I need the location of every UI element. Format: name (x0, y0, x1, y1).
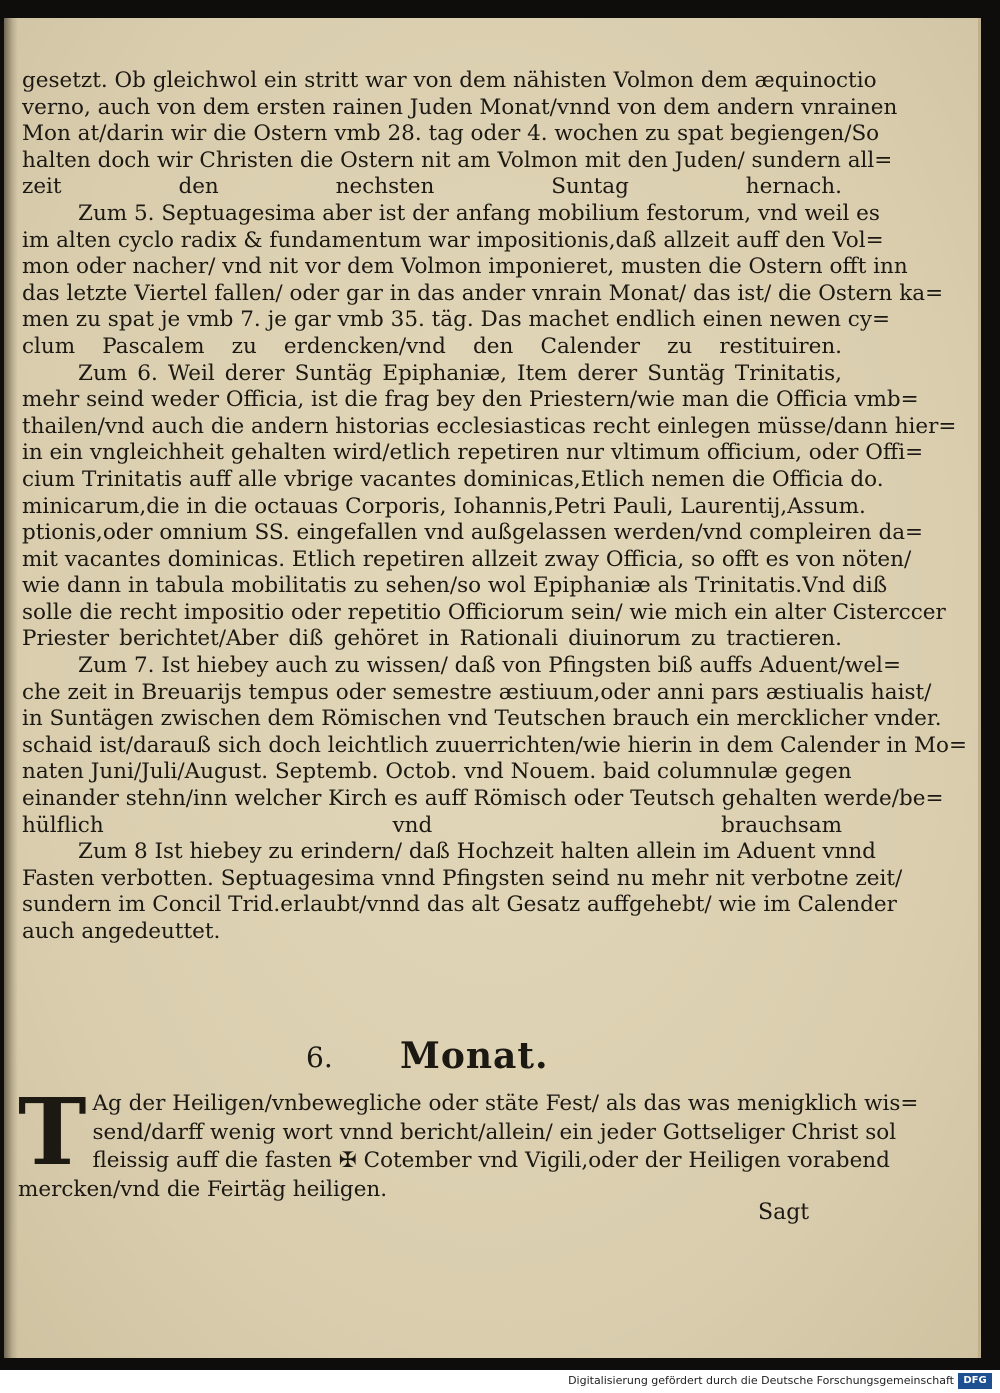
text-line: mehr seind weder Officia, ist die frag bey den Priestern/wie man die Officia vmb= (22, 387, 919, 413)
text-line: cium Trinitatis auff alle vbrige vacantes dominicas,Etlich nemen die Officia do. (22, 466, 884, 492)
text-line: wie dann in tabula mobilitatis zu sehen/so wol Epiphaniæ als Trinitatis.Vnd diß (22, 573, 888, 599)
text-line: minicarum,die in die octauas Corporis, Iohannis,Petri Pauli, Laurentij,Assum. (22, 493, 866, 519)
chapter-title: Monat. (400, 1035, 549, 1077)
text-line: halten doch wir Christen die Ostern nit am Volmon mit den Juden/ sundern all= (22, 147, 893, 173)
text-line: gesetzt. Ob gleichwol ein stritt war von dem nähisten Volmon dem æquinoctio (22, 68, 877, 93)
text-line: mon oder nacher/ vnd nit vor dem Volmon imponieret, musten die Ostern offt inn (22, 254, 908, 280)
text-line: send/darff wenig wort vnnd bericht/allein/ ein jeder Gottseliger Christ sol (92, 1119, 897, 1145)
text-line: Mon at/darin wir die Ostern vmb 28. tag oder 4. wochen zu spat begiengen/So (22, 121, 880, 147)
text-line: Zum 6. Weil derer Suntäg Epiphaniæ, Item derer Suntäg Trinitatis, (78, 360, 842, 386)
text-line: mercken/vnd die Feirtäg heiligen. (18, 1176, 388, 1202)
text-line: Zum 5. Septuagesima aber ist der anfang mobilium festorum, vnd weil es (78, 200, 880, 226)
drop-cap-initial: T (18, 1078, 87, 1186)
funding-credit: Digitalisierung gefördert durch die Deutsche Forschungsgemeinschaft (568, 1374, 954, 1387)
page-gutter-shadow (4, 18, 18, 1358)
text-line: thailen/vnd auch die andern historias ecclesiasticas recht einlegen müsse/dann hier= (22, 413, 957, 439)
text-line: men zu spat je vmb 7. je gar vmb 35. täg. Das machet endlich einen newen cy= (22, 307, 891, 333)
paragraph-zum-7 (22, 653, 968, 839)
text-line: im alten cyclo radix & fundamentum war impositionis,daß allzeit auff den Vol= (22, 227, 884, 253)
paragraph-zum-6 (22, 360, 957, 654)
paragraph-zum-8 (22, 839, 903, 945)
paragraph-continuation (22, 68, 898, 201)
text-line: einander stehn/inn welcher Kirch es auff Römisch oder Teutsch gehalten werde/be= (22, 786, 944, 812)
text-line: naten Juni/Juli/August. Septemb. Octob. vnd Nouem. baid columnulæ gegen (22, 759, 852, 785)
text-line: fleissig auff die fasten ✠ Cotember vnd Vigili,oder der Heiligen vorabend (92, 1148, 890, 1174)
text-line: Zum 8 Ist hiebey zu erindern/ daß Hochzeit halten allein im Aduent vnnd (78, 839, 876, 865)
text-line: clum Pascalem zu erdencken/vnd den Calender zu restituiren. (22, 333, 842, 359)
dfg-logo-icon: DFG (958, 1373, 992, 1389)
text-line: das letzte Viertel fallen/ oder gar in das ander vnrain Monat/ das ist/ die Ostern ka= (22, 280, 944, 306)
chapter-heading (290, 1035, 610, 1085)
text-line: Ag der Heiligen/vnbewegliche oder stäte Fest/ als das was menigklich wis= (92, 1091, 919, 1116)
text-line: Priester berichtet/Aber diß gehöret in Rationali diuinorum zu tractieren. (22, 626, 842, 652)
text-line: sundern im Concil Trid.erlaubt/vnnd das alt Gesatz auffgehebt/ wie im Calender (22, 892, 897, 918)
text-line: verno, auch von dem ersten rainen Juden Monat/vnnd von dem andern vnrainen (22, 94, 898, 120)
text-line: schaid ist/darauß sich doch leichtlich zuuerrichten/wie hierin in dem Calender in Mo= (22, 732, 968, 758)
text-line: che zeit in Breuarijs tempus oder semestre æstiuum,oder anni pars æstiualis haist/ (22, 679, 932, 705)
text-line: hülflich vnd brauchsam (22, 812, 842, 838)
text-line: Fasten verbotten. Septuagesima vnnd Pfingsten seind nu mehr nit verbotne zeit/ (22, 865, 903, 891)
footer-bar (0, 1370, 1000, 1393)
text-line: zeit den nechsten Suntag hernach. (22, 174, 842, 200)
paragraph-zum-5 (22, 200, 944, 361)
text-line: solle die recht impositio oder repetitio Officiorum sein/ wie mich ein alter Cisterccer (22, 599, 946, 625)
text-line: in ein vngleichheit gehalten wird/etlich repetiren nur vltimum officium, oder Offi= (22, 440, 924, 466)
main-text (22, 68, 968, 946)
text-line: mit vacantes dominicas. Etlich repetiren allzeit zway Officia, so offt es von nöten/ (22, 546, 912, 572)
catchword: Sagt (758, 1200, 810, 1225)
text-line: ptionis,oder omnium SS. eingefallen vnd außgelassen werden/vnd compleiren da= (22, 520, 924, 546)
chapter-number: 6. (306, 1041, 333, 1074)
text-line: Zum 7. Ist hiebey auch zu wissen/ daß von Pfingsten biß auffs Aduent/wel= (78, 653, 901, 679)
text-line: in Suntägen zwischen dem Römischen vnd Teutschen brauch ein mercklicher vnder. (22, 706, 942, 732)
text-line: auch angedeuttet. (22, 919, 221, 944)
chapter-intro (18, 1078, 919, 1204)
